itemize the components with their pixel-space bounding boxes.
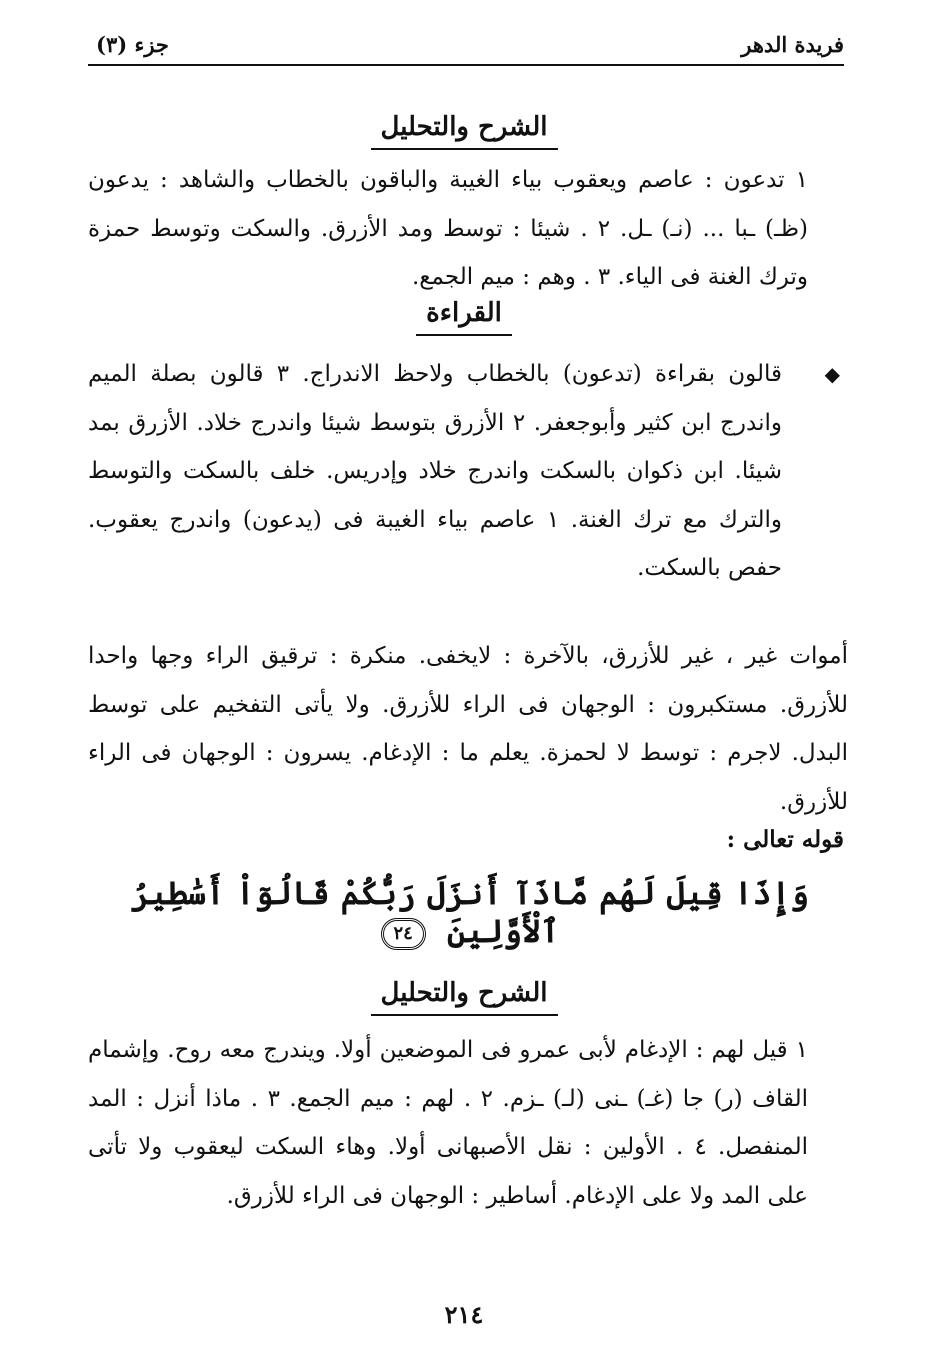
page-number: ٢١٤ (444, 1300, 484, 1329)
reading-heading (0, 298, 928, 336)
commentary-heading-2 (0, 978, 928, 1016)
commentary-heading-1 (0, 112, 928, 150)
verse-text: وَإِذَا قِيلَ لَهُم مَّاذَآ أَنزَلَ رَبُّكُمْ قَالُوٓاْ أَسَٰطِيرُ ٱلْأَوَّلِينَ (131, 874, 809, 950)
running-header (88, 28, 844, 66)
reading-paragraph: قالون بقراءة (تدعون) بالخطاب ولاحظ الاندراج. ٣ قالون بصلة الميم واندرج ابن كثير وأبوجعفر. ٢ الأزرق بتوسط شيئا واندرج خلاد. الأزرق بمد شيئا. ابن ذكوان بالسكت واندرج خلاد وإدريس. خلف بالسكت والتوسط والترك مع ترك الغنة. ١ عاصم بياء الغيبة فى (يدعون) واندرج يعقوب. حفص بالسكت. (88, 361, 782, 581)
commentary-paragraph-1: ١ تدعون : عاصم ويعقوب بياء الغيبة والباقون بالخطاب والشاهد : يدعون (ظـ) ـبا ... (نـ) ـل. ٢ . شيئا : توسط ومد الأزرق. والسكت وتوسط حمزة وترك الغنة فى الياء. ٣ . وهم : ميم الجمع. (88, 167, 809, 290)
commentary-heading-1-text: الشرح والتحليل (371, 112, 558, 150)
diamond-bullet-icon: ◆ (824, 362, 840, 386)
quran-verse (120, 874, 820, 950)
volume-label: جزء (٣) (96, 32, 169, 57)
commentary-paragraph-2: ١ قيل لهم : الإدغام لأبى عمرو فى الموضعين أولا. ويندرج معه روح. وإشمام القاف (ر) جا (غـ) ـنى (لـ) ـزم. ٢ . لهم : ميم الجمع. ٣ . ماذا أنزل : المد المنفصل. ٤ . الأولين : نقل الأصبهانى أولا. وهاء السكت ليعقوب ولا تأتى على المد ولا على الإدغام. أساطير : الوجهان فى الراء للأزرق. (88, 1037, 808, 1209)
verse-intro: قوله تعالى : (726, 826, 844, 853)
reading-heading-text: القراءة (416, 298, 512, 336)
verse-number-marker: ٢٤ (381, 918, 426, 950)
book-title: فريدة الدهر (741, 32, 844, 57)
notes-paragraph: أموات غير ، غير للأزرق، بالآخرة : لايخفى. منكرة : ترقيق الراء وجها واحدا للأزرق. مستكبرون : الوجهان فى الراء للأزرق. ولا يأتى التفخيم على توسط البدل. لاجرم : توسط لا لحمزة. يعلم ما : الإدغام. يسرون : الوجهان فى الراء للأزرق. (88, 643, 848, 815)
commentary-heading-2-text: الشرح والتحليل (371, 978, 558, 1016)
